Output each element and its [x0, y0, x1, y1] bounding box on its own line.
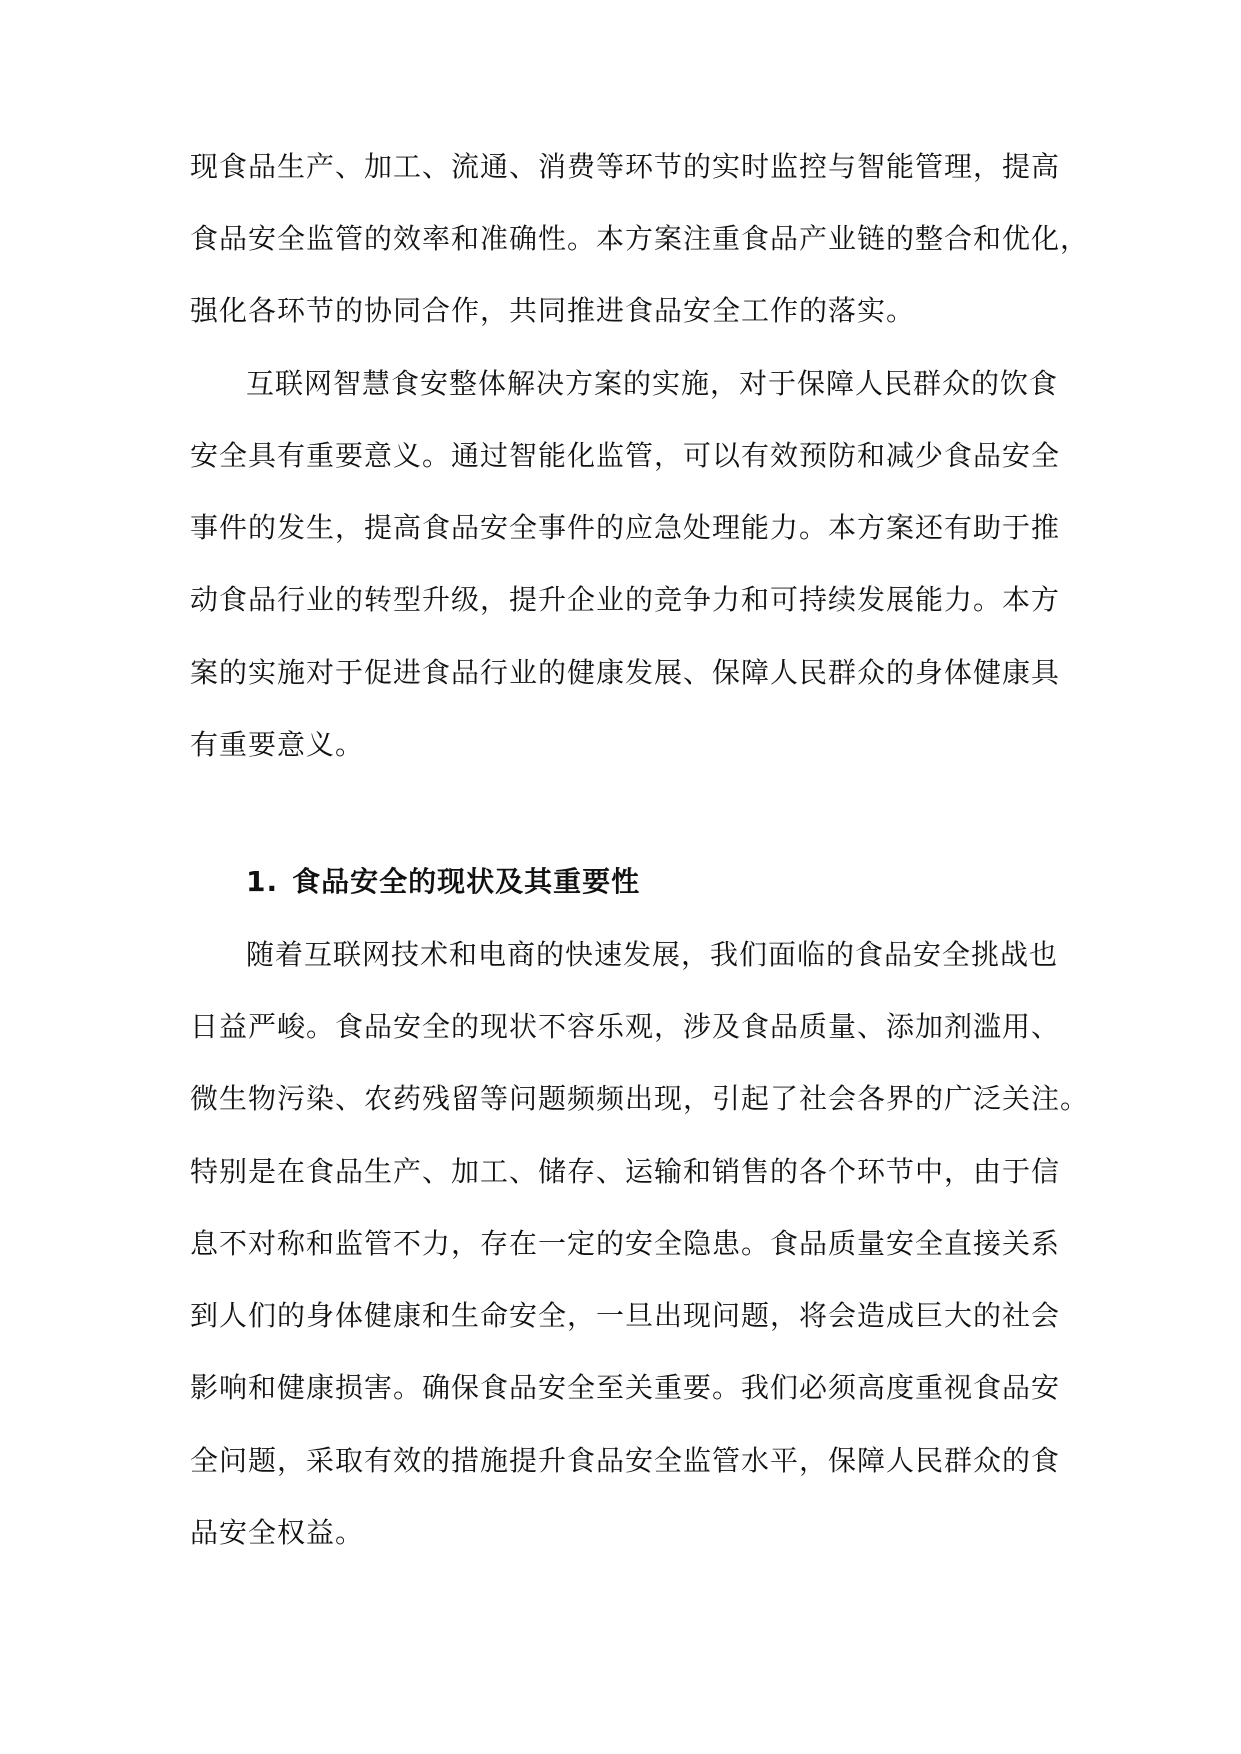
section-number: 1. [246, 865, 279, 898]
section-paragraph-line-8: 全问题，采取有效的措施提升食品安全监管水平，保障人民群众的食 [190, 1444, 1061, 1477]
paragraph-1-line-1: 现食品生产、加工、流通、消费等环节的实时监控与智能管理，提高 [190, 150, 1061, 183]
section-paragraph-line-9: 品安全权益。 [190, 1516, 365, 1549]
paragraph-2-line-5: 案的实施对于促进食品行业的健康发展、保障人民群众的身体健康具 [190, 656, 1061, 689]
paragraph-2-line-3: 事件的发生，提高食品安全事件的应急处理能力。本方案还有助于推 [190, 511, 1061, 544]
section-paragraph-line-3: 微生物污染、农药残留等问题频频出现，引起了社会各界的广泛关注。 [190, 1082, 1090, 1115]
paragraph-2-line-1: 互联网智慧食安整体解决方案的实施，对于保障人民群众的饮食 [246, 367, 1059, 400]
section-paragraph-line-1: 随着互联网技术和电商的快速发展，我们面临的食品安全挑战也 [246, 938, 1059, 971]
section-paragraph-line-4: 特别是在食品生产、加工、储存、运输和销售的各个环节中，由于信 [190, 1155, 1061, 1188]
paragraph-1-line-3: 强化各环节的协同合作，共同推进食品安全工作的落实。 [190, 294, 916, 327]
section-paragraph-line-2: 日益严峻。食品安全的现状不容乐观，涉及食品质量、添加剂滥用、 [190, 1010, 1061, 1043]
paragraph-2-line-6: 有重要意义。 [190, 728, 365, 761]
paragraph-1-line-2: 食品安全监管的效率和准确性。本方案注重食品产业链的整合和优化， [190, 222, 1090, 255]
paragraph-2-line-2: 安全具有重要意义。通过智能化监管，可以有效预防和减少食品安全 [190, 439, 1061, 472]
section-title: 食品安全的现状及其重要性 [292, 865, 641, 898]
section-paragraph-line-7: 影响和健康损害。确保食品安全至关重要。我们必须高度重视食品安 [190, 1371, 1061, 1404]
section-paragraph-line-6: 到人们的身体健康和生命安全，一旦出现问题，将会造成巨大的社会 [190, 1299, 1061, 1332]
section-heading [246, 862, 640, 902]
paragraph-2-line-4: 动食品行业的转型升级，提升企业的竞争力和可持续发展能力。本方 [190, 583, 1061, 616]
section-paragraph-line-5: 息不对称和监管不力，存在一定的安全隐患。食品质量安全直接关系 [190, 1227, 1061, 1260]
